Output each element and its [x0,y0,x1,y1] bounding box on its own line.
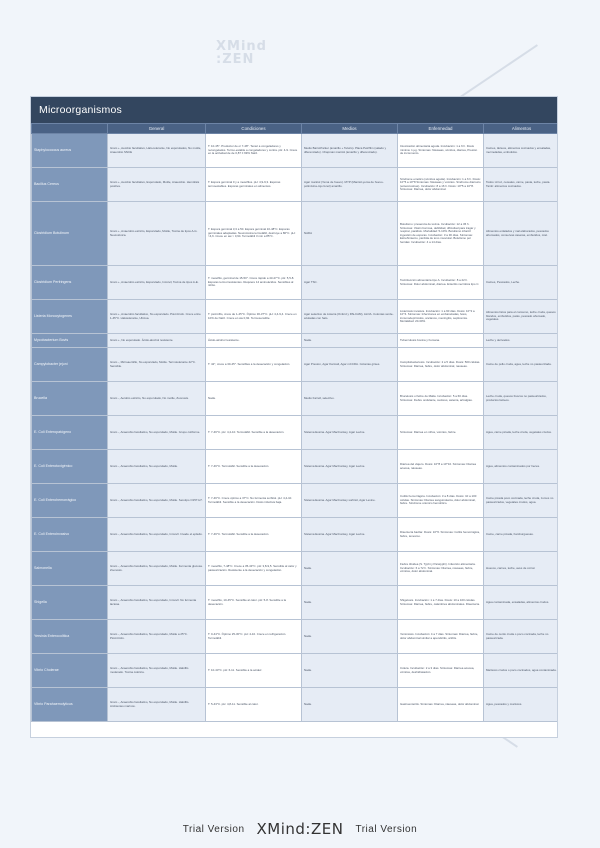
table-row [32,134,559,168]
cell-enf: Colitis hemorrágica. Incubación: 3 a 8 días. Dosis: 10 a 100 células. Síntomas: Diarrea sanguinolenta, dolor abdominal, fiebre. Síndrome urémico hemolítico. [398,484,484,518]
cell-cond: T: mesófilo, germinal de 15-50°. Crece rápido a 43-47°C. pH: 5,5-8. Esporas termorresistentes. Requiere 14 aminoácidos. Sensibles al nitrito. [206,266,302,300]
table-row [32,654,559,688]
cell-enf: Fiebre tifoidea (S. Typhi y Paratyphi). Infección alimentaria. Incubación: 6 a 72 h. Síntomas: Diarrea, náuseas, fiebre, vómitos, dolor abdominal. [398,552,484,586]
cell-enf: Gastroenteritis. Síntomas: Diarrea, náuseas, dolor abdominal. [398,688,484,722]
cell-general: Gram -, Anaerobio facultativo, No esporulado, Motile. Halófilo. Ambientes marinos. [108,688,206,722]
footer [0,820,600,838]
cell-cond: T: 42°, crece a 30-45°. Sensibles a la desecación y congelación. [206,348,302,382]
table-row [32,382,559,416]
cell-enf: Cólera. Incubación: 2 a 3 días. Síntomas: Diarrea acuosa, vómitos, deshidratación. [398,654,484,688]
table-row [32,688,559,722]
organism-name-cell: Shigella [32,586,108,620]
cell-general: Gram +, Aerobio facultativo, Halo-tolerante, No esporulados, No motile, Anaerobio SNCE [108,134,206,168]
cell-general: Gram +, No esporulado. Ácido-alcohol resistente. [108,334,206,348]
cell-medios: Agar manitol (Yema de huevo). MYP (Manitol-yema de huevo-polimixina-rojo fenol) amarillo. [302,168,398,202]
organism-name-cell: Clostridium Botulinum [32,202,108,266]
cell-medios: Nada. [302,688,398,722]
cell-enf: Toxiinfección alimentaria tipo A. Incubación: 8 a 22 h. Síntomas: Dolor abdominal, diarrea. Enteritis necrótica tipo C. [398,266,484,300]
cell-cond: T: 7-46°C. Crece óptimo a 37°C. No fermenta sorbitol. pH: 4,4-10. Termolábil. Sensible a la desecación. Dosis infectiva baja. [206,484,302,518]
cell-alim: Leche cruda, quesos frescos no pasteurizados, productos lácteos. [484,382,559,416]
table-row [32,518,559,552]
cell-medios: Nada. [302,334,398,348]
cell-medios: Nada. [302,620,398,654]
table-row [32,450,559,484]
table-row [32,552,559,586]
cell-cond: Ácido-alcohol resistente. [206,334,302,348]
organism-name-cell: Clostridium Perfringens [32,266,108,300]
table-row [32,416,559,450]
cell-enf: Listeriosis invasiva. Incubación: 1 a 90 días. Dosis: 10^2 a 10^4. Síntomas: Infecciones en embarazadas, fetos, inmunodeprimidos, ancianos, meningitis, septicemia. Mortalidad: 20-30%. [398,300,484,334]
organism-name-cell: Vibrio Cholerae [32,654,108,688]
cell-medios: Sistema Eosina. Agar MacConkey sorbitol, Agar Levine. [302,484,398,518]
cell-enf: Botulismo: presencia de toxina. Incubación: 12 a 36 h. Síntomas: Visión borrosa, debilidad, dificultad para tragar y respirar, parálisis. Mortalidad: 5-10%. Botulismo infantil: ingestión de esporas. Incubación: 3 a 30 días. Síntomas: Estreñimiento, pérdida de tono muscular. Botulismo por heridas: Incubación: 4 a 14 días. [398,202,484,266]
column-header: Alimentos [484,124,559,134]
organism-name-cell: Staphylococcus aureus [32,134,108,168]
table-row [32,168,559,202]
cell-general: Gram -, Anaerobio facultativo, No esporulado, Inmóvil. Invade el epitelio. [108,518,206,552]
cell-general: Gram -, Anaerobio facultativo, No esporulado, Motile. Halófilo moderado. Toxina colérica. [108,654,206,688]
cell-general: Gram -, Anaerobio facultativo, No esporulado, Motile a 25°C. Psicrótrofo. [108,620,206,654]
cell-cond: T: Espora germinal 0 y a mesófilos. pH: 4,9-9,3. Esporas termoestables. Esporas germinales en alimentos. [206,168,302,202]
microorganism-table [31,123,558,722]
cell-enf: Shigelosis. Incubación: 1 a 7 días. Dosis: 10 a 100 células. Síntomas: Diarrea, fiebre, calambres abdominales. Disentería. [398,586,484,620]
cell-enf: Yersiniosis. Incubación: 4 a 7 días. Síntomas: Diarrea, fiebre, dolor abdominal similar a apendicitis, artritis. [398,620,484,654]
cell-alim: Carne, carne picada, hamburguesas. [484,518,559,552]
cell-medios: Sistema Eosina. Agar MacConkey, Agar Levine. [302,518,398,552]
cell-medios: Medio Baird-Parker (amarillo + Telurio). Placa Petrifilm (salado y diferenciado). Chapman manitol (amarillo y diferenciado). [302,134,398,168]
cell-medios: Medio Farrell, selectivo. [302,382,398,416]
cell-medios: Sistema Eosina. Agar MacConkey, Agar Levine. [302,416,398,450]
cell-cond: T: psicrófilo, crece de 1-45°C. Óptimo 30-37°C. pH: 4,4-9,4. Crece en 10% de NaCl. Crece en aw 0,92. Termosensible. [206,300,302,334]
cell-general: Gram -, Aerobio estricto, No esporulado, No motile, Zoonosis. [108,382,206,416]
organism-name-cell: Bacillus Cereus [32,168,108,202]
trial-version-left: Trial Version [182,823,245,835]
cell-medios: Sistema Eosina. Agar MacConkey, Agar Levine. [302,450,398,484]
cell-general: Gram -, Anaerobio facultativo, No esporulado, Inmóvil. No fermenta lactosa. [108,586,206,620]
cell-alim: Agua, alimentos contaminados por heces. [484,450,559,484]
header-row [32,124,559,134]
cell-enf: Síndrome emético (vómitos aguda). Incubación: 1 a 6 h. Dosis: 10^5 a 10^8 Síntomas: Náuseas y vómitos. Síndrome diarreico (enterotoxinas). Incubación: 8 a 16 h. Dosis: 10^5 a 10^8. Síntomas: Diarrea, dolor abdominal. [398,168,484,202]
microorganism-table-sheet [30,96,558,738]
watermark-line-2: :ZEN [216,52,255,67]
organism-name-cell: Salmonella [32,552,108,586]
cell-cond: T: 5-43°C. pH: 4,8-11. Sensible al calor. [206,688,302,722]
cell-general: Gram -, Anaerobio facultativo, No esporulado, Motile. [108,450,206,484]
organism-name-cell: E. Coli Enterotoxigénico [32,450,108,484]
cell-medios: Nada. [302,586,398,620]
cell-alim: Agua, carne picada, leche cruda, vegetales crudos. [484,416,559,450]
cell-general: Gram +, Aerobio facultativo, Esporulado, Motile, Anaerobio. Hemólisis positiva. [108,168,206,202]
cell-enf: Campilobacteriosis. Incubación: 2 a 5 días. Dosis: 500 células. Síntomas: Diarrea, fiebre, dolor abdominal, nauseas. [398,348,484,382]
cell-alim: Carne picada poco cocinada, leche cruda, zumos no pasteurizados, vegetales crudos, agua. [484,484,559,518]
cell-alim: Alimentos listos para el consumo, leche cruda, quesos blandos, embutidos, patés, pescado ahumado, vegetales. [484,300,559,334]
cell-enf: Tuberculosis bovina y humana. [398,334,484,348]
cell-general: Gram -, Microaerófilo, No esporulado, Motile. Termotolerante 42°C. Sensible. [108,348,206,382]
cell-alim: Huevos, carnes, leche, aves de corral. [484,552,559,586]
organism-name-cell: E. Coli Enteropatógeno [32,416,108,450]
cell-cond: T: mesófilo, 10-45°C. Sensible al calor. pH: 5-8. Sensible a la desecación. [206,586,302,620]
table-row [32,348,559,382]
cell-cond: T: 7-46°C. pH: 4,4-10. Termolábil. Sensible a la desecación. [206,416,302,450]
cell-medios: Nada. [302,552,398,586]
table-row [32,334,559,348]
cell-alim: Carne de cerdo cruda o poco cocinada, leche no pasteurizada. [484,620,559,654]
cell-alim: Mariscos crudos o poco cocinados, agua contaminada. [484,654,559,688]
organism-name-cell: Mycobacterium Bovis [32,334,108,348]
column-header: Enfermedad [398,124,484,134]
cell-alim: Alimentos enlatados y mal elaborados, pescados ahumados, conservas caseras, embutidos, miel. [484,202,559,266]
organism-name-cell: Listeria Monocytogenes [32,300,108,334]
cell-general: Gram +, Anaerobio estricto, Esporulado, Inmóvil, Toxina de tipos A-E. [108,266,206,300]
cell-cond: T: 7-46°C. Termolábil. Sensible a la desecación. [206,518,302,552]
cell-general: Gram -, Anaerobio facultativo, No esporulado, Motile. Grupo coliforme. [108,416,206,450]
table-row [32,300,559,334]
cell-cond: T: mesófilo, 7-48°C. Crece a 35-43°C. pH: 3,8-9,5. Sensible al calor y pasteurización. Resistente a la desecación y congelación. [206,552,302,586]
cell-general: Gram -, Anaerobio facultativo, No esporulado, Motile. Fermenta glucosa. Zoonosis. [108,552,206,586]
cell-enf: Síntomas: Diarrea en niños, vómitos, fiebre. [398,416,484,450]
table-body [32,134,559,722]
cell-alim: Carnes, Pescados, Leche. [484,266,559,300]
table-row [32,202,559,266]
cell-alim: Leche y derivados. [484,334,559,348]
organism-name-cell: Yersinia Enterocolitica [32,620,108,654]
cell-general: Gram -, Anaerobio facultativo, No esporulado, Motile. Serotipo O157:H7. [108,484,206,518]
cell-enf: Brucelosis o fiebre de Malta. Incubación: 5 a 60 días. Síntomas: Fiebre ondulante, sudores, astenia, artralgias. [398,382,484,416]
cell-alim: Todos: Arroz, cereales, carne, pasta, leche, pasta. Tamb: alimentos cocinados. [484,168,559,202]
table-title: Microorganismos [39,104,122,116]
cell-alim: Carne de pollo cruda, agua, leche no pasteurizada. [484,348,559,382]
cell-general: Gram +, Anaerobio estricto, Esporulado, Motile, Toxina de tipos A-G. Neurotóxica. [108,202,206,266]
cell-alim: Carnes, lácteos, alimentos cocinados y ensaladas, mermeladas, embutidos. [484,134,559,168]
column-header: General [108,124,206,134]
cell-medios: Nada. [302,654,398,688]
column-header: Condiciones [206,124,302,134]
cell-medios: Agar selectivo de Listeria (Oxford y PALCAM), ALOA. Colonias verde-azuladas con halo. [302,300,398,334]
organism-name-cell: Brucella [32,382,108,416]
watermark-logo [216,40,266,74]
cell-alim: Agua contaminada, ensaladas, alimentos crudos. [484,586,559,620]
cell-cond: T: Espora germinal 3,3 a 50. Espora germinal 10-48°C. Esporas germinales adaptadas. Neurotoxina termolábil, destruye a 80°C. pH: >4,6. Crece en aw > 0,94. Termolábil 3 min a 85°C. [206,202,302,266]
organism-name-cell: Campylobacter jejuni [32,348,108,382]
cell-enf: Intoxicación alimentaria aguda. Incubación: 1 a 6 h. Dosis mínima: 1 µg. Síntomas: Náuseas, vómitos, diarrea, Presión de incremento. [398,134,484,168]
table-row [32,484,559,518]
cell-medios: Agar Preston, Agar Karmali, Agar mCCDA. Colonias grises. [302,348,398,382]
organism-name-cell: Vibrio Parahaemolyticus [32,688,108,722]
table-row [32,266,559,300]
table-title-bar [31,97,557,123]
organism-name-cell: E. Coli Enteroinvasivo [32,518,108,552]
cell-cond: T: 10-45°. Productor de o/ 7-48°. Tenaz a congeladores y recongelados. Termo-estable a congeladores y contra. pH: 4-9. Crece en la actividad de de 0,87 ± 99% NaCl. [206,134,302,168]
cell-alim: Agua, pescados y mariscos. [484,688,559,722]
cell-cond: T: 0-44°C. Óptimo 25-30°C. pH: 4-10. Crece en refrigeración. Termolábil. [206,620,302,654]
cell-medios: Agar TSC. [302,266,398,300]
cell-enf: Disentería bacilar. Dosis: 10^6. Síntomas: Colitis hemorrágica, fiebre, tenesmo. [398,518,484,552]
cell-cond: T: 10-43°C. pH: 6-11. Sensible a la acidez. [206,654,302,688]
trial-version-right: Trial Version [355,823,418,835]
column-header: Medios [302,124,398,134]
table-row [32,586,559,620]
header-corner [32,124,108,134]
table-row [32,620,559,654]
cell-medios: NADA [302,202,398,266]
cell-general: Gram +, Anaerobio facultativo, No esporulado. Psicrótrofo. Crece entre 1-45°C. Halotolerante, Ubicua. [108,300,206,334]
brand-logo: XMind:ZEN [256,820,344,838]
cell-enf: Diarrea del viajero. Dosis: 10^8 a 10^10. Síntomas: Diarrea acuosa, náuseas. [398,450,484,484]
cell-cond: Nada. [206,382,302,416]
cell-cond: T: 7-46°C. Termolábil. Sensible a la desecación. [206,450,302,484]
watermark-line-1: XMind [216,39,267,54]
organism-name-cell: E. Coli Enterohemorrágico [32,484,108,518]
